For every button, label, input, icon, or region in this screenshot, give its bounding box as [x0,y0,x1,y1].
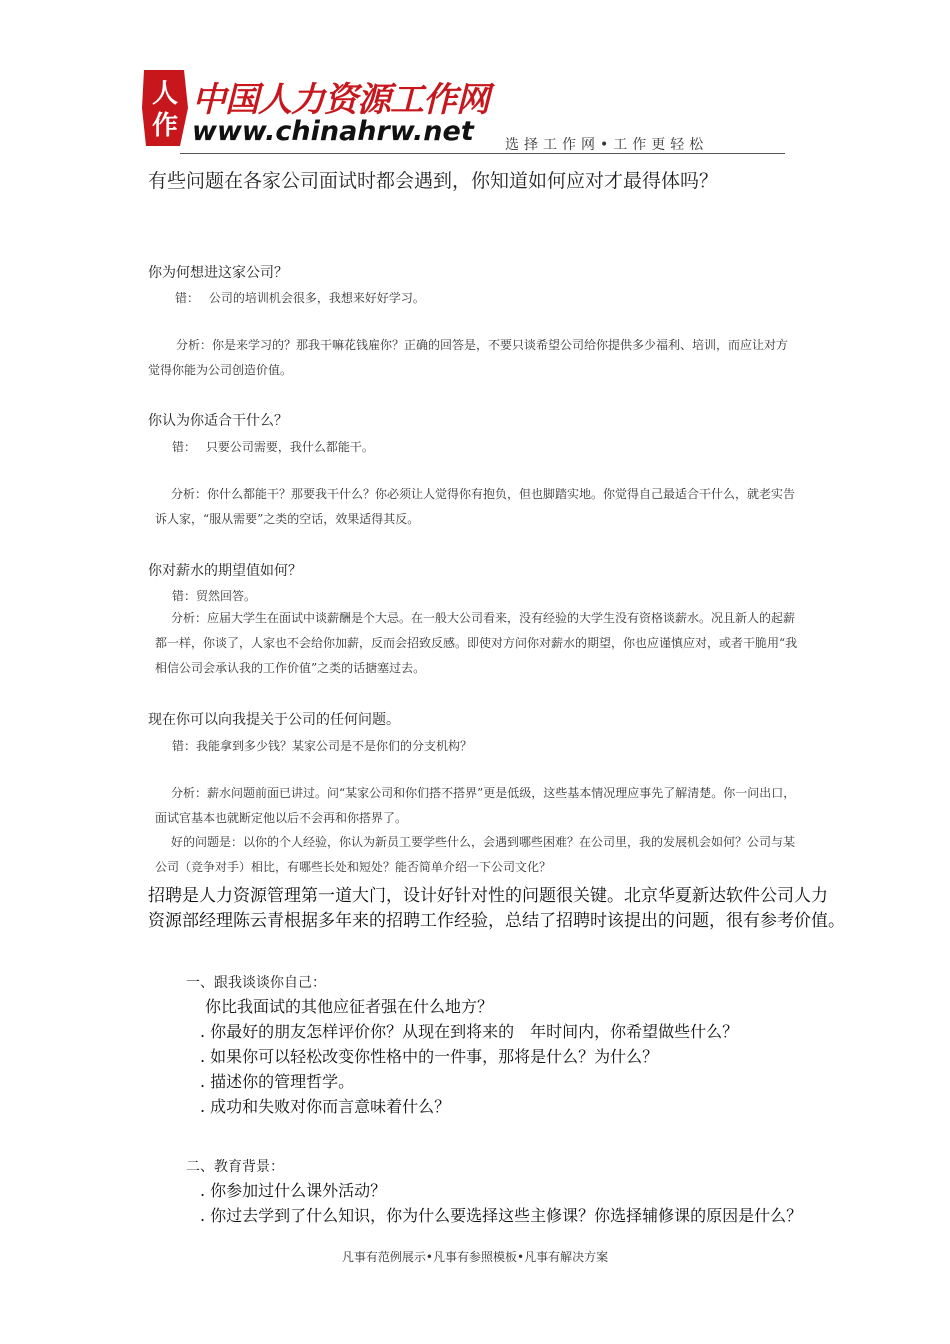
section-2-item-2: . 你过去学到了什么知识，你为什么要选择这些主修课？你选择辅修课的原因是什么？ [200,1206,803,1225]
section-1-item-5: . 成功和失败对你而言意味着什么？ [200,1097,451,1116]
question-2: 你认为你适合干什么？ [148,413,288,429]
page-footer: 凡事有范例展示•凡事有参照模板•凡事有解决方案 [341,1250,609,1264]
analysis-2-line-1: 分析：你什么都能干？那要我干什么？你必须让人觉得你有抱负，但也脚踏实地。你觉得自己最适合干什么，就老实告 [171,487,796,501]
intro-paragraph [148,884,928,934]
logo-mark-icon [140,68,190,148]
header-slogan: 选择工作网•工作更轻松 [505,137,709,153]
logo-url: www.chinahrw.net [192,116,474,147]
analysis-3-line-3: 相信公司会承认我的工作价值”之类的话搪塞过去。 [155,661,426,675]
analysis-2-line-2: 诉人家，“服从需要”之类的空话，效果适得其反。 [155,512,420,526]
question-3: 你对薪水的期望值如何？ [148,563,302,579]
svg-text:作: 作 [151,111,179,141]
good-questions-line-1: 好的问题是：以你的个人经验，你认为新员工要学些什么，会遇到哪些困难？在公司里，我的发展机会如何？公司与某 [171,835,796,849]
intro-line-1: 招聘是人力资源管理第一道大门，设计好针对性的问题很关键。北京华夏新达软件公司人力 [148,886,828,906]
svg-text:人: 人 [151,79,179,109]
section-2-heading: 二、教育背景： [186,1159,284,1175]
wrong-answer-1: 错： 公司的培训机会很多，我想来好好学习。 [175,291,425,305]
section-1-heading: 一、跟我谈谈你自己： [186,975,326,991]
question-1: 你为何想进这家公司？ [148,265,288,281]
section-1-item-3: . 如果你可以轻松改变你性格中的一件事，那将是什么？为什么？ [200,1047,659,1066]
analysis-4 [155,781,925,831]
section-1-item-4: . 描述你的管理哲学。 [200,1072,355,1091]
analysis-4-line-1: 分析：薪水问题前面已讲过。问“某家公司和你们搭不搭界”更是低级，这些基本情况理应事先了解清楚。你一问出口， [171,786,796,800]
good-questions-line-2: 公司（竞争对手）相比，有哪些长处和短处？能否简单介绍一下公司文化？ [155,860,552,874]
analysis-3-line-1: 分析：应届大学生在面试中谈薪酬是个大忌。在一般大公司看来，没有经验的大学生没有资格谈薪水。况且新人的起薪 [171,611,796,625]
analysis-2 [155,482,925,532]
wrong-answer-3: 错：贸然回答。 [172,589,257,603]
analysis-3 [155,606,925,681]
analysis-3-line-2: 都一样，你谈了，人家也不会给你加薪，反而会招致反感。即使对方问你对薪水的期望，你也应谨慎应对，或者干脆用“我 [155,636,798,650]
analysis-4-line-2: 面试官基本也就断定他以后不会再和你搭界了。 [155,811,408,825]
good-questions [155,830,925,880]
section-2-item-1: . 你参加过什么课外活动？ [200,1181,387,1200]
analysis-1-line-1: 分析：你是来学习的？那我干嘛花钱雇你？正确的回答是，不要只谈希望公司给你提供多少福利、培训，而应让对方 [176,338,789,352]
intro-line-2: 资源部经理陈云青根据多年来的招聘工作经验，总结了招聘时该提出的问题，很有参考价值。 [148,911,845,931]
section-1-item-1: 你比我面试的其他应征者强在什么地方？ [205,997,494,1016]
question-4: 现在你可以向我提关于公司的任何问题。 [148,712,400,728]
wrong-answer-4: 错：我能拿到多少钱？某家公司是不是你们的分支机构？ [172,739,473,753]
analysis-1 [148,333,918,383]
logo-chinese-name: 中国人力资源工作网 [192,80,489,120]
section-1-item-2: . 你最好的朋友怎样评价你？从现在到将来的 年时间内，你希望做些什么？ [200,1022,739,1041]
page-title: 有些问题在各家公司面试时都会遇到，你知道如何应对才最得体吗？ [148,170,719,192]
analysis-1-line-2: 觉得你能为公司创造价值。 [148,363,293,377]
wrong-answer-2: 错： 只要公司需要，我什么都能干。 [172,440,374,454]
